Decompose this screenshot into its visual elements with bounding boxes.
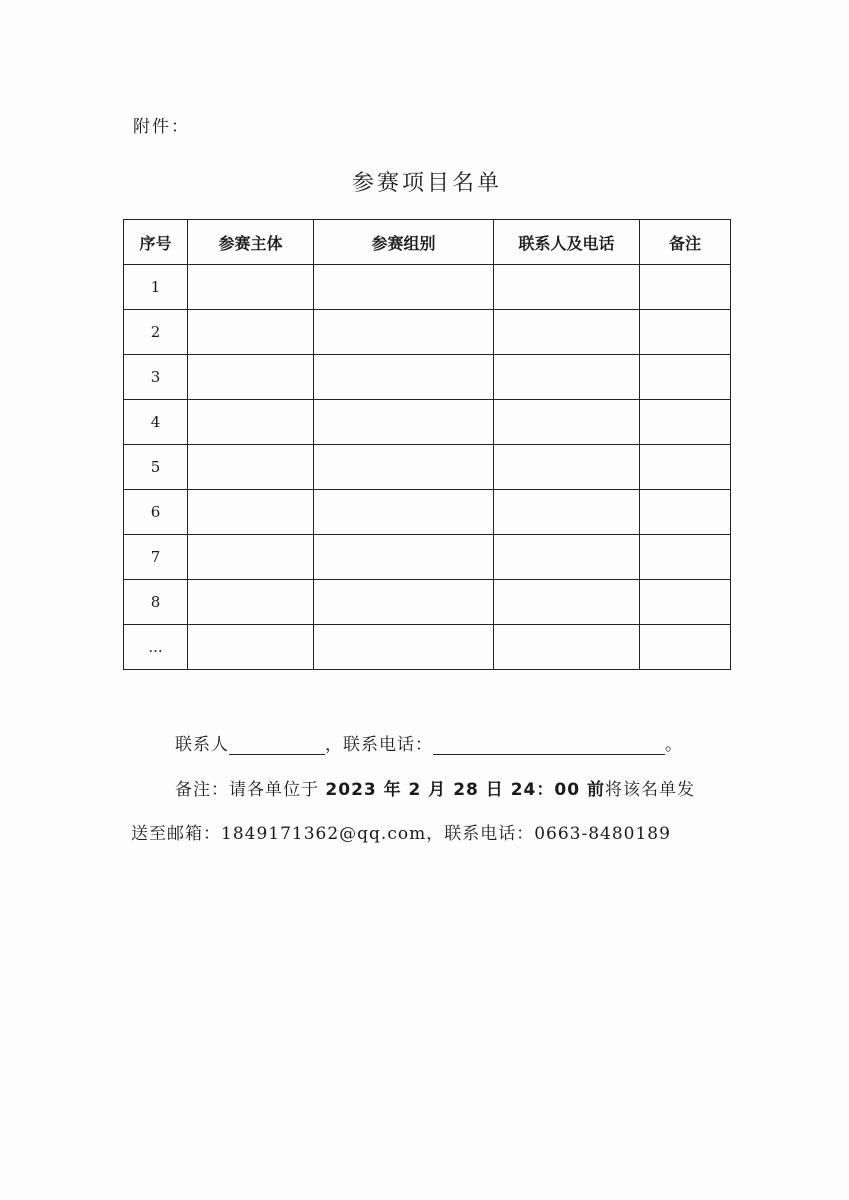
contact-line-end: 。 <box>665 735 683 755</box>
table-row <box>124 445 731 490</box>
contact-line <box>175 730 683 755</box>
entrant-cell[interactable] <box>188 580 314 625</box>
contact-cell[interactable] <box>494 355 640 400</box>
entrant-cell[interactable] <box>188 400 314 445</box>
remarks-cell[interactable] <box>640 490 731 535</box>
group-cell[interactable] <box>314 535 494 580</box>
entrant-cell[interactable] <box>188 445 314 490</box>
note-line <box>175 775 695 800</box>
header-group: 参赛组别 <box>314 220 494 265</box>
row-index: 7 <box>124 535 188 580</box>
deadline-text: 2023 年 2 月 28 日 24：00 前 <box>325 780 605 800</box>
group-cell[interactable] <box>314 580 494 625</box>
contact-phone-label: ，联系电话： <box>325 735 433 755</box>
entry-list-table <box>123 219 731 670</box>
row-index: 1 <box>124 265 188 310</box>
row-index: 5 <box>124 445 188 490</box>
note-line-continued: 送至邮箱：1849171362@qq.com，联系电话：0663-8480189 <box>131 824 671 844</box>
group-cell[interactable] <box>314 400 494 445</box>
row-index: 2 <box>124 310 188 355</box>
row-index: 8 <box>124 580 188 625</box>
contact-cell[interactable] <box>494 535 640 580</box>
contact-cell[interactable] <box>494 445 640 490</box>
header-remarks: 备注 <box>640 220 731 265</box>
group-cell[interactable] <box>314 265 494 310</box>
entrant-cell[interactable] <box>188 625 314 670</box>
row-index: 3 <box>124 355 188 400</box>
contact-cell[interactable] <box>494 625 640 670</box>
remarks-cell[interactable] <box>640 580 731 625</box>
remarks-cell[interactable] <box>640 535 731 580</box>
row-index: 4 <box>124 400 188 445</box>
entrant-cell[interactable] <box>188 355 314 400</box>
remarks-cell[interactable] <box>640 445 731 490</box>
table-row <box>124 265 731 310</box>
group-cell[interactable] <box>314 625 494 670</box>
note-middle: 将该名单发 <box>604 780 695 800</box>
remarks-cell[interactable] <box>640 400 731 445</box>
contact-cell[interactable] <box>494 265 640 310</box>
table-row <box>124 400 731 445</box>
table-row <box>124 355 731 400</box>
note-prefix: 备注：请各单位于 <box>175 780 319 800</box>
row-index: 6 <box>124 490 188 535</box>
group-cell[interactable] <box>314 355 494 400</box>
entrant-cell[interactable] <box>188 490 314 535</box>
remarks-cell[interactable] <box>640 310 731 355</box>
remarks-cell[interactable] <box>640 265 731 310</box>
contact-person-blank[interactable] <box>229 736 325 755</box>
group-cell[interactable] <box>314 310 494 355</box>
header-contact: 联系人及电话 <box>494 220 640 265</box>
remarks-cell[interactable] <box>640 625 731 670</box>
table-row <box>124 535 731 580</box>
entrant-cell[interactable] <box>188 535 314 580</box>
table-row <box>124 580 731 625</box>
contact-person-label: 联系人 <box>175 735 229 755</box>
row-index: ... <box>124 625 188 670</box>
entrant-cell[interactable] <box>188 310 314 355</box>
contact-cell[interactable] <box>494 490 640 535</box>
document-title: 参赛项目名单 <box>351 171 502 196</box>
contact-phone-blank[interactable] <box>433 736 665 755</box>
header-index: 序号 <box>124 220 188 265</box>
contact-cell[interactable] <box>494 400 640 445</box>
header-entrant: 参赛主体 <box>188 220 314 265</box>
group-cell[interactable] <box>314 445 494 490</box>
contact-cell[interactable] <box>494 310 640 355</box>
attachment-label: 附件： <box>133 117 190 137</box>
table-row <box>124 625 731 670</box>
table-row <box>124 490 731 535</box>
table-row <box>124 310 731 355</box>
entrant-cell[interactable] <box>188 265 314 310</box>
group-cell[interactable] <box>314 490 494 535</box>
contact-cell[interactable] <box>494 580 640 625</box>
remarks-cell[interactable] <box>640 355 731 400</box>
table-header-row <box>124 220 731 265</box>
